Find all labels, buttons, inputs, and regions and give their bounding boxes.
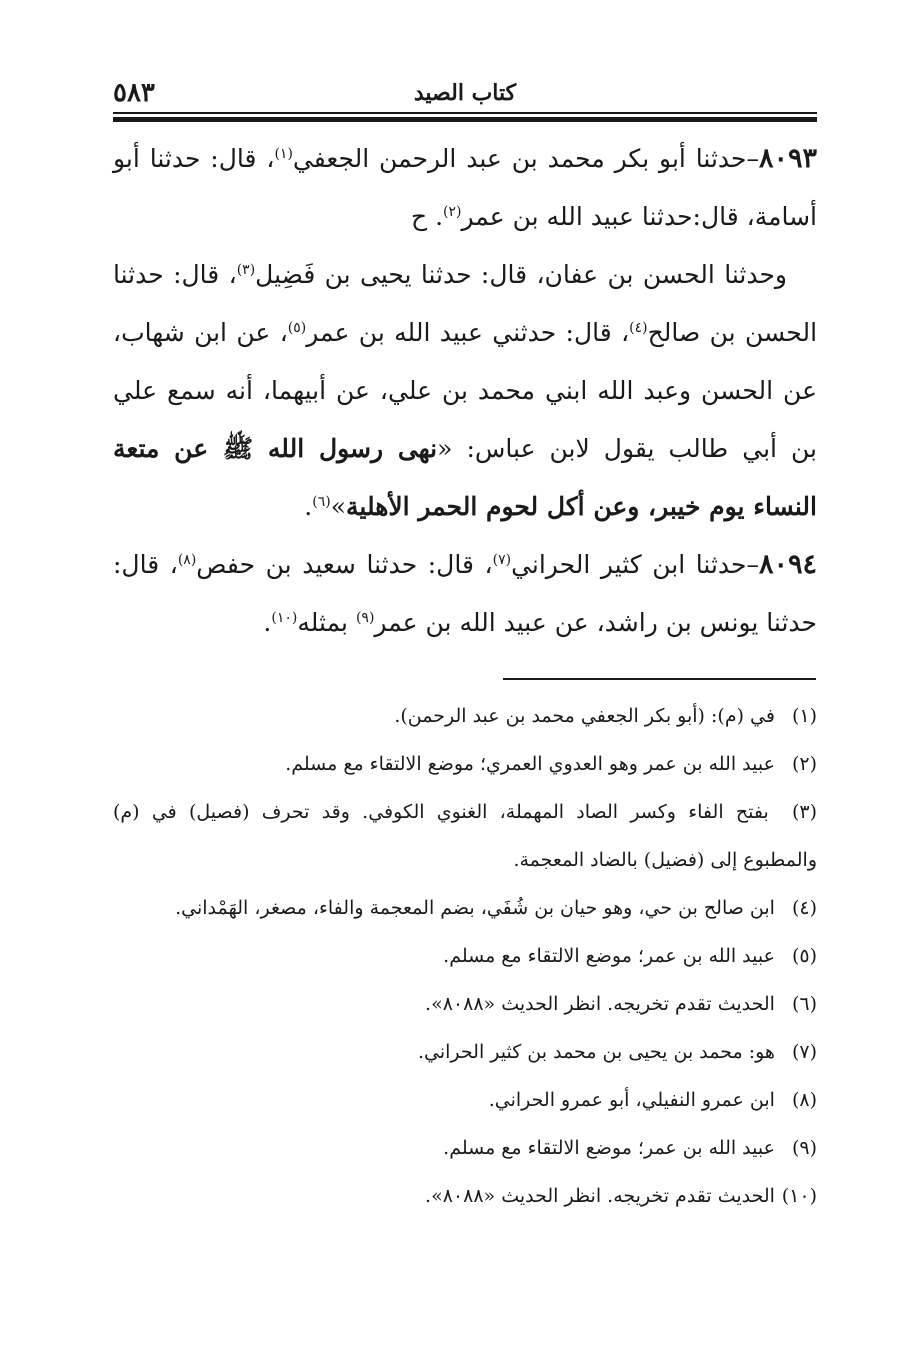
footnote-ref[interactable]: (٥) bbox=[287, 320, 307, 336]
footnote-ref[interactable]: (٩) bbox=[355, 610, 375, 626]
hadith-text: ، قال: حدثنا سعيد بن حفص bbox=[196, 550, 493, 579]
footnote-2 bbox=[113, 740, 817, 788]
footnote-ref[interactable]: (١) bbox=[274, 146, 293, 162]
footnote-5 bbox=[113, 932, 817, 980]
book-title: كتاب الصيد bbox=[413, 80, 517, 106]
footnote-1 bbox=[113, 692, 817, 740]
footnote-ref[interactable]: (٦) bbox=[312, 494, 331, 510]
hadith-text: وحدثنا الحسن بن عفان، قال: حدثنا يحيى بن فَضِيل bbox=[255, 260, 787, 289]
footnote-9 bbox=[113, 1124, 817, 1172]
header-rule-thick bbox=[113, 117, 817, 122]
footnote-10 bbox=[113, 1172, 817, 1220]
footnote-separator bbox=[503, 678, 816, 680]
footnote-number: (٧) bbox=[791, 1041, 817, 1063]
footnotes bbox=[113, 692, 817, 1220]
footnote-text: هو: محمد بن يحيى بن محمد بن كثير الحراني. bbox=[417, 1041, 775, 1063]
hadith-8093 bbox=[113, 130, 817, 246]
footnote-text: الحديث تقدم تخريجه. انظر الحديث «٨٠٨٨». bbox=[425, 993, 775, 1015]
footnote-number: (٥) bbox=[791, 945, 817, 967]
hadith-8093-second-chain bbox=[113, 246, 817, 536]
page-header bbox=[113, 78, 817, 108]
hadith-text: ، عن ابن شهاب، عن الحسن وعبد الله ابني محمد بن علي، عن أبيهما، أنه سمع علي بن أبي طالب يقول لابن عباس: « bbox=[113, 318, 817, 463]
hadith-8094 bbox=[113, 536, 817, 652]
footnote-3 bbox=[113, 788, 817, 884]
hadith-number: ٨٠٩٣ bbox=[758, 143, 817, 174]
hadith-number: ٨٠٩٤ bbox=[759, 549, 818, 580]
footnote-number: (٣) bbox=[791, 801, 817, 823]
hadith-text: ، قال: حدثني عبيد الله بن عمر bbox=[306, 318, 630, 347]
hadith-matn: نهى رسول الله ﷺ عن متعة النساء يوم خيبر، وعن أكل لحوم الحمر الأهلية bbox=[113, 434, 817, 521]
footnote-ref[interactable]: (٣) bbox=[236, 262, 256, 278]
footnote-8 bbox=[113, 1076, 817, 1124]
footnote-number: (١) bbox=[791, 705, 817, 727]
footnote-ref[interactable]: (٤) bbox=[629, 320, 648, 336]
footnote-text: ابن صالح بن حي، وهو حيان بن شُفَي، بضم المعجمة والفاء، مصغر، الهَمْداني. bbox=[175, 897, 775, 919]
hadith-text: ، قال: حدثنا يونس بن راشد، عن عبيد الله بن عمر bbox=[113, 550, 817, 637]
footnote-text: عبيد الله بن عمر وهو العدوي العمري؛ موضع الالتقاء مع مسلم. bbox=[285, 753, 775, 775]
quote-close: » bbox=[330, 492, 347, 521]
footnote-text: بفتح الفاء وكسر الصاد المهملة، الغنوي الكوفي. وقد تحرف (فصيل) في (م) والمطبوع إلى (فضيل) بالضاد المعجمة. bbox=[113, 801, 817, 871]
footnote-6 bbox=[113, 980, 817, 1028]
footnote-ref[interactable]: (١٠) bbox=[271, 610, 298, 626]
footnote-text: عبيد الله بن عمر؛ موضع الالتقاء مع مسلم. bbox=[443, 1137, 775, 1159]
footnote-ref[interactable]: (٨) bbox=[177, 552, 197, 568]
hadith-text: ، قال: حدثنا أبو أسامة، قال:حدثنا عبيد الله بن عمر bbox=[113, 144, 817, 231]
footnote-text: الحديث تقدم تخريجه. انظر الحديث «٨٠٨٨». bbox=[425, 1185, 775, 1207]
hadith-text: –حدثنا ابن كثير الحراني bbox=[511, 550, 759, 579]
hadith-text: . ح bbox=[411, 202, 444, 231]
hadith-text: بمثله bbox=[297, 608, 356, 637]
footnote-number: (٢) bbox=[791, 753, 817, 775]
footnote-ref[interactable]: (٧) bbox=[492, 552, 512, 568]
footnote-text: عبيد الله بن عمر؛ موضع الالتقاء مع مسلم. bbox=[443, 945, 775, 967]
footnote-ref[interactable]: (٢) bbox=[443, 204, 462, 220]
footnote-number: (٩) bbox=[791, 1137, 817, 1159]
main-text bbox=[113, 130, 817, 652]
hadith-text: –حدثنا أبو بكر محمد بن عبد الرحمن الجعفي bbox=[292, 144, 759, 173]
footnote-number: (٦) bbox=[791, 993, 817, 1015]
footnote-number: (٤) bbox=[791, 897, 817, 919]
footnote-7 bbox=[113, 1028, 817, 1076]
hadith-text: . bbox=[304, 492, 313, 521]
hadith-text: . bbox=[263, 608, 272, 637]
footnote-text: ابن عمرو النفيلي، أبو عمرو الحراني. bbox=[488, 1089, 775, 1111]
footnote-number: (٨) bbox=[791, 1089, 817, 1111]
page-number: ٥٨٣ bbox=[113, 78, 155, 108]
hadith-text: ، قال: حدثنا الحسن بن صالح bbox=[113, 260, 818, 347]
footnote-number: (١٠) bbox=[781, 1185, 817, 1207]
footnote-4 bbox=[113, 884, 817, 932]
footnote-text: في (م): (أبو بكر الجعفي محمد بن عبد الرحمن). bbox=[394, 705, 775, 727]
header-rule-thin bbox=[113, 112, 817, 114]
